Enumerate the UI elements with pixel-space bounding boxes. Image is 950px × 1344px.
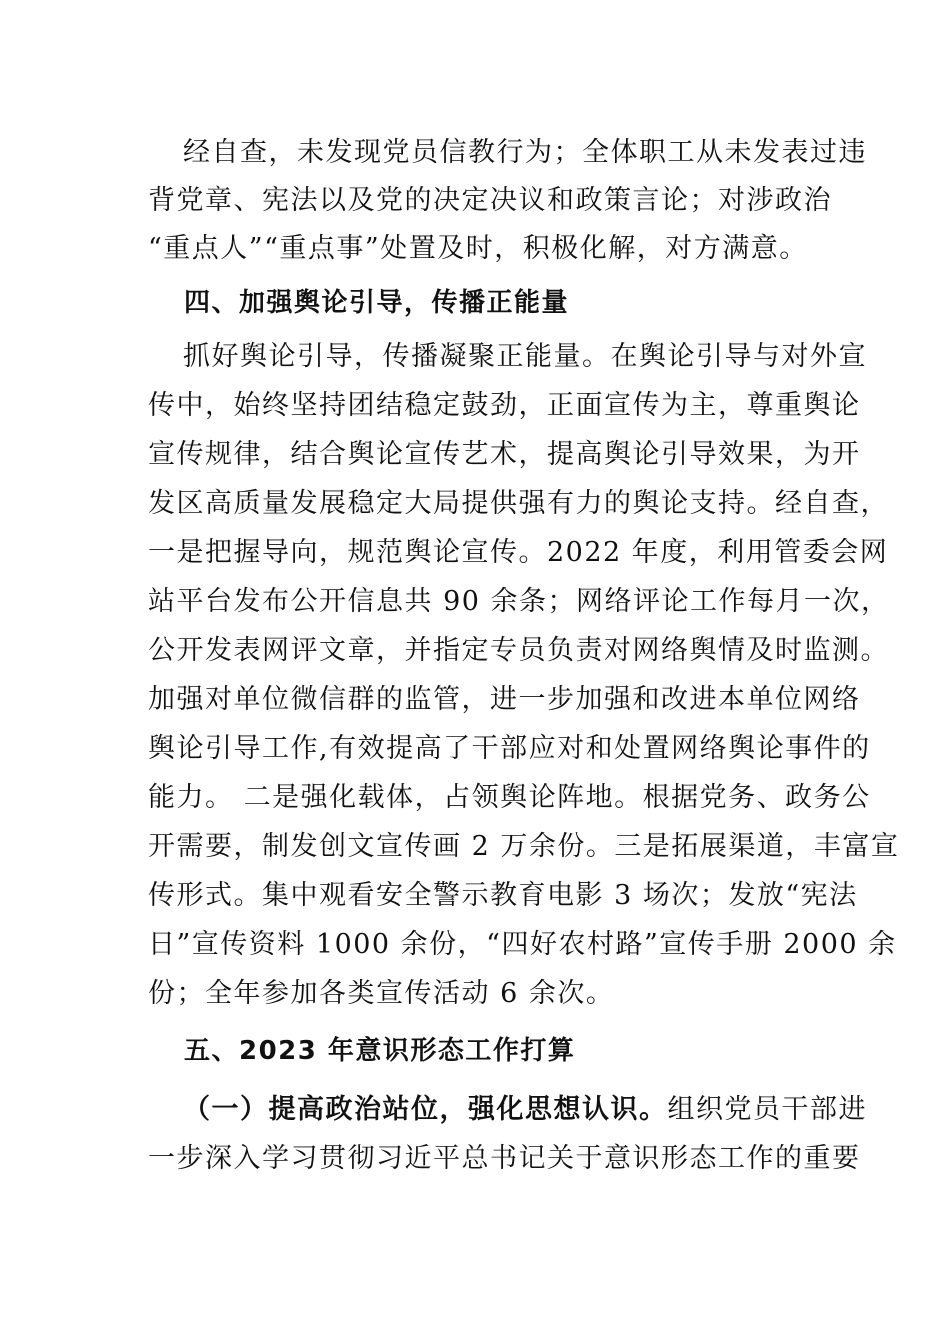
item-lead-rest: 组织党员干部进 — [667, 1094, 867, 1125]
paragraph-line: 传中，始终坚持团结稳定鼓劲，正面宣传为主，尊重舆论 — [148, 390, 861, 421]
paragraph-line: 抓好舆论引导，传播凝聚正能量。在舆论引导与对外宣 — [183, 341, 867, 372]
paragraph-line: 一步深入学习贯彻习近平总书记关于意识形态工作的重要 — [148, 1143, 861, 1174]
paragraph-line: 站平台发布公开信息共 90 余条；网络评论工作每月一次， — [148, 586, 890, 617]
paragraph-line: 开需要，制发创文宣传画 2 万余份。三是拓展渠道，丰富宣 — [148, 831, 900, 862]
paragraph-line: 日”宣传资料 1000 余份，“四好农村路”宣传手册 2000 余 — [148, 929, 897, 960]
paragraph-line: “重点人”“重点事”处置及时，积极化解，对方满意。 — [148, 233, 808, 264]
paragraph-line: 背党章、宪法以及党的决定决议和政策言论；对涉政治 — [148, 185, 832, 216]
section-heading-4: 四、加强舆论引导，传播正能量 — [184, 288, 570, 318]
paragraph-line: 发区高质量发展稳定大局提供强有力的舆论支持。经自查， — [148, 488, 889, 519]
section-heading-5: 五、2023 年意识形态工作打算 — [184, 1036, 576, 1066]
paragraph-line: 能力。 二是强化载体，占领舆论阵地。根据党务、政务公 — [148, 782, 871, 813]
paragraph-line: 公开发表网评文章，并指定专员负责对网络舆情及时监测。 — [148, 635, 889, 666]
paragraph-line: 经自查，未发现党员信教行为；全体职工从未发表过违 — [183, 137, 867, 168]
paragraph-line: 宣传规律，结合舆论宣传艺术，提高舆论引导效果，为开 — [148, 439, 861, 470]
item-bold-lead: （一）提高政治站位，强化思想认识。 — [183, 1094, 668, 1125]
paragraph-line: 加强对单位微信群的监管，进一步加强和改进本单位网络 — [148, 684, 861, 715]
paragraph-line: 传形式。集中观看安全警示教育电影 3 场次；发放“宪法 — [148, 880, 858, 911]
paragraph-line: 份；全年参加各类宣传活动 6 余次。 — [148, 978, 615, 1009]
paragraph-line: 一是把握导向，规范舆论宣传。2022 年度，利用管委会网 — [148, 537, 889, 568]
paragraph-line — [183, 1090, 867, 1130]
paragraph-line: 舆论引导工作,有效提高了干部应对和处置网络舆论事件的 — [148, 733, 871, 764]
